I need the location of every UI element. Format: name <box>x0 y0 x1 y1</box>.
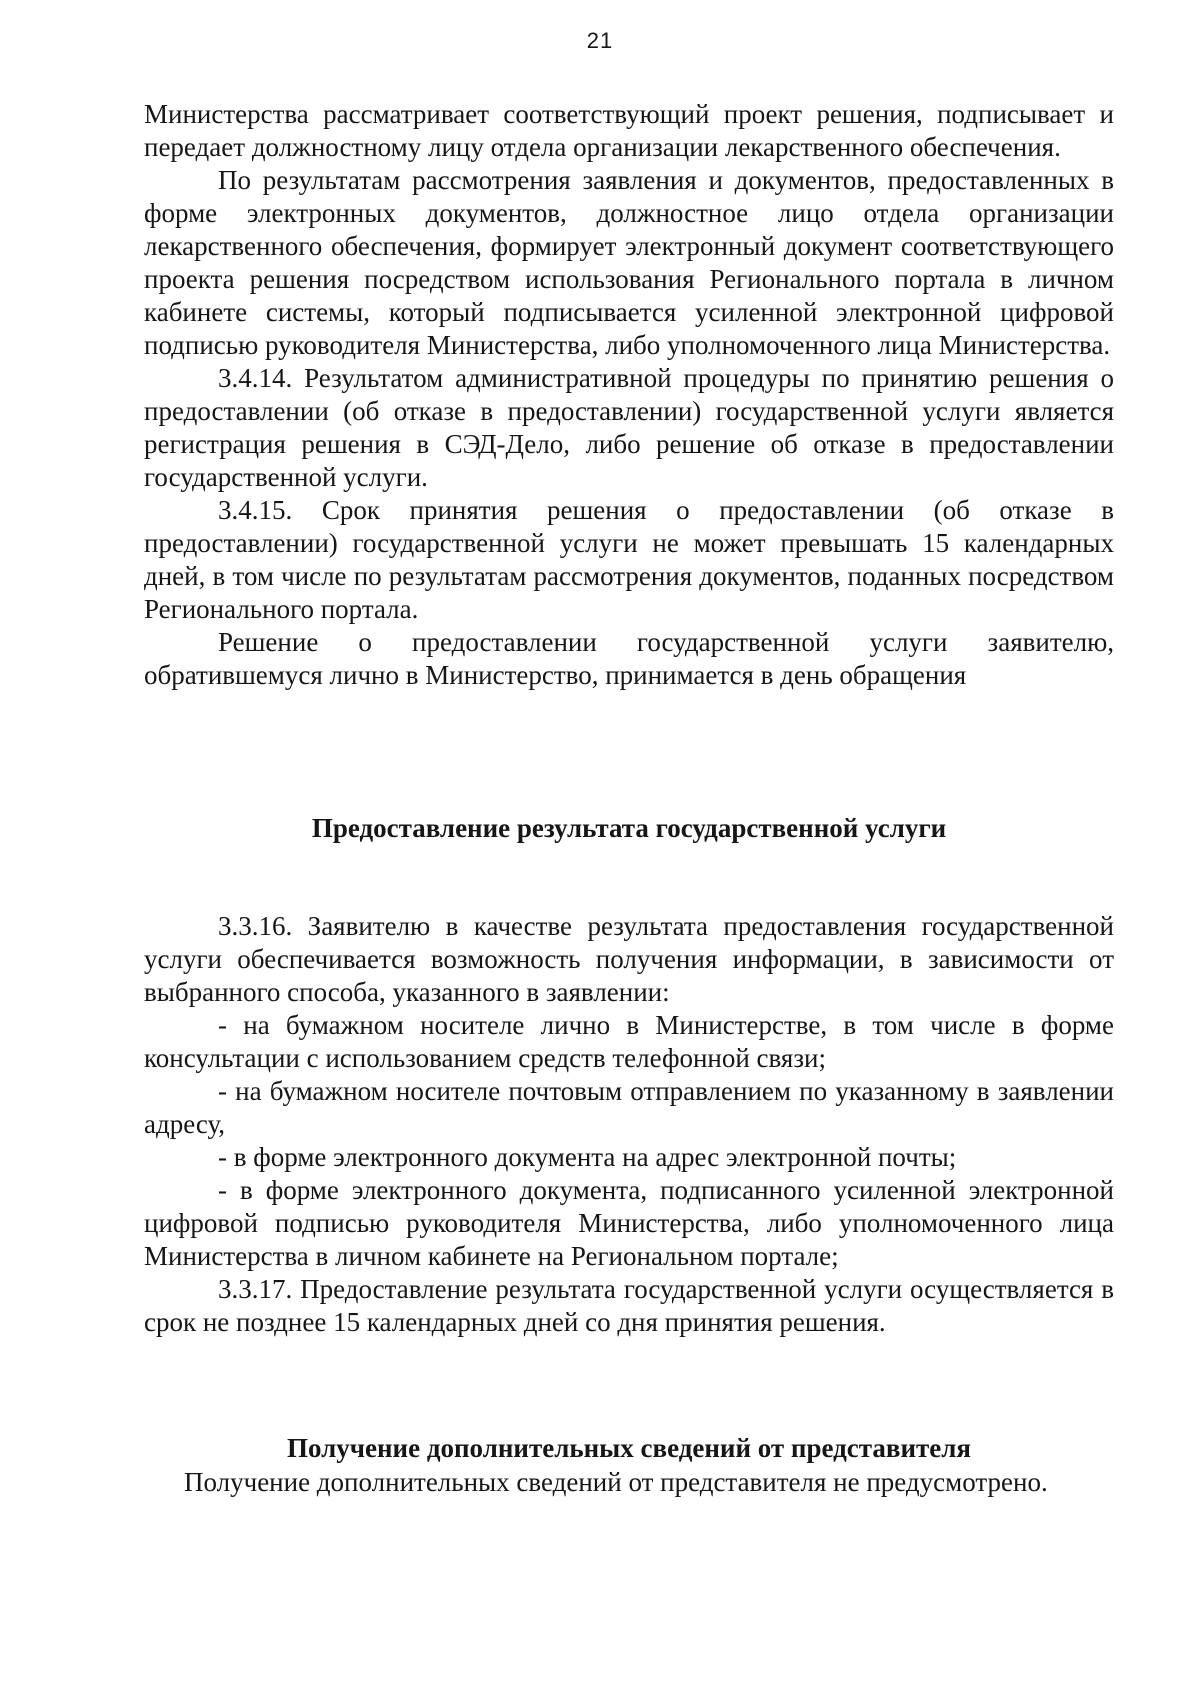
list-item: - на бумажном носителе почтовым отправлением по указанному в заявлении адресу, <box>144 1076 1114 1139</box>
paragraph: Решение о предоставлении государственной услуги заявителю, обратившемуся лично в Министерство, принимается в день обращения <box>144 627 1114 690</box>
page-number: 21 <box>586 28 614 53</box>
text-block-additional-info <box>144 1466 1114 1499</box>
list-item: - в форме электронного документа, подписанного усиленной электронной цифровой подписью руководителя Министерства, либо уполномоченного лица Министерства в личном кабинете на Региональном портале; <box>144 1175 1114 1271</box>
paragraph: 3.4.15. Срок принятия решения о предоставлении (об отказе в предоставлении) государственной услуги не может превышать 15 календарных дней, в том числе по результатам рассмотрения документов, поданных посредством Регионального портала. <box>144 495 1114 624</box>
list-item: - в форме электронного документа на адрес электронной почты; <box>218 1142 957 1172</box>
paragraph: По результатам рассмотрения заявления и документов, предоставленных в форме электронных документов, должностное лицо отдела организации лекарственного обеспечения, формирует электронный документ соответствующего проекта решения посредством использования Регионального портала в личном кабинете системы, который подписывается усиленной электронной цифровой подписью руководителя Министерства, либо уполномоченного лица Министерства. <box>144 165 1114 360</box>
paragraph: 3.3.17. Предоставление результата государственной услуги осуществляется в срок не позднее 15 календарных дней со дня принятия решения. <box>144 1274 1114 1337</box>
section-heading-additional-info: Получение дополнительных сведений от представителя <box>286 1433 972 1463</box>
text-block-procedure <box>144 98 1114 692</box>
paragraph: Получение дополнительных сведений от представителя не предусмотрено. <box>184 1467 1048 1497</box>
list-item: - на бумажном носителе лично в Министерстве, в том числе в форме консультации с использованием средств телефонной связи; <box>144 1010 1114 1073</box>
paragraph: 3.3.16. Заявителю в качестве результата предоставления государственной услуги обеспечивается возможность получения информации, в зависимости от выбранного способа, указанного в заявлении: <box>144 911 1114 1007</box>
section-heading-result: Предоставление результата государственной услуги <box>311 813 947 843</box>
paragraph: Министерства рассматривает соответствующий проект решения, подписывает и передает должностному лицу отдела организации лекарственного обеспечения. <box>144 99 1114 162</box>
text-block-result <box>144 910 1114 1339</box>
paragraph: 3.4.14. Результатом административной процедуры по принятию решения о предоставлении (об отказе в предоставлении) государственной услуги является регистрация решения в СЭД-Дело, либо решение об отказе в предоставлении государственной услуги. <box>144 363 1114 492</box>
